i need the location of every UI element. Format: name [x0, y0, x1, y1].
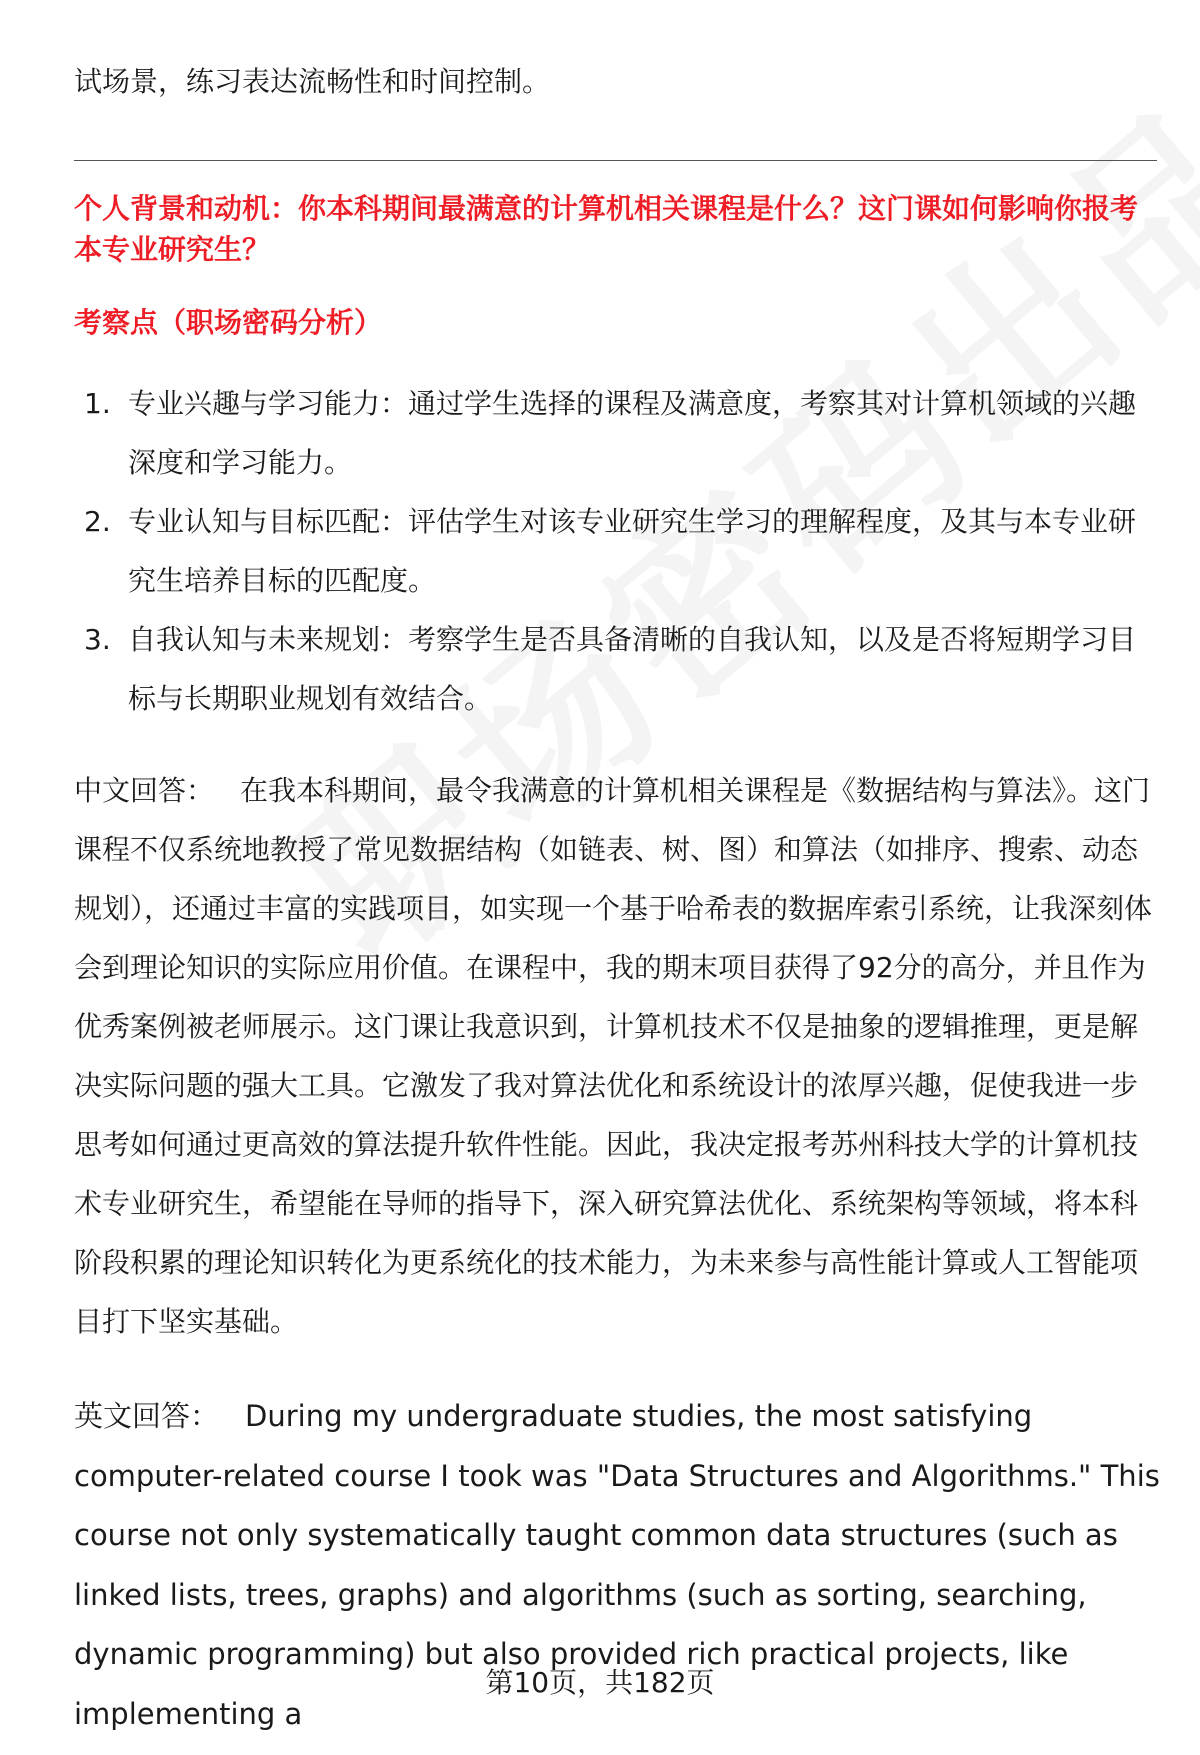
english-answer-label: 英文回答： [74, 1399, 220, 1433]
question-heading: 个人背景和动机：你本科期间最满意的计算机相关课程是什么？这门课如何影响你报考本专业研究生？ [74, 192, 1139, 266]
list-item [74, 374, 1160, 492]
section-divider [74, 160, 1157, 161]
chinese-answer [74, 761, 1160, 1351]
list-item-text: 专业兴趣与学习能力：通过学生选择的课程及满意度，考察其对计算机领域的兴趣深度和学习能力。 [128, 387, 1137, 479]
list-item-number: 2. [84, 505, 111, 538]
page-number-footer: 第10页，共182页 [485, 1666, 715, 1699]
assessment-points-list [74, 374, 1160, 728]
list-item [74, 492, 1160, 610]
chinese-answer-text: 在我本科期间，最令我满意的计算机相关课程是《数据结构与算法》。这门课程不仅系统地教授了常见数据结构（如链表、树、图）和算法（如排序、搜索、动态规划），还通过丰富的实践项目，如实现一个基于哈希表的数据库索引系统，让我深刻体会到理论知识的实际应用价值。在课程中，我的期末项目获得了92分的高分，并且作为优秀案例被老师展示。这门课让我意识到，计算机技术不仅是抽象的逻辑推理，更是解决实际问题的强大工具。它激发了我对算法优化和系统设计的浓厚兴趣，促使我进一步思考如何通过更高效的算法提升软件性能。因此，我决定报考苏州科技大学的计算机技术专业研究生，希望能在导师的指导下，深入研究算法优化、系统架构等领域，将本科阶段积累的理论知识转化为更系统化的技术能力，为未来参与高性能计算或人工智能项目打下坚实基础。 [74, 774, 1153, 1338]
list-item-text: 专业认知与目标匹配：评估学生对该专业研究生学习的理解程度，及其与本专业研究生培养目标的匹配度。 [128, 505, 1137, 597]
english-answer-text: During my undergraduate studies, the most satisfying computer-related course I took was "Data Structures and Algorithms." This course not only systematically taught common data structures (such as linked lists, trees, graphs) and algorithms (such as sorting, searching, dynamic programming) but also provided rich practical projects, like implementing a [74, 1399, 1160, 1731]
continuation-text: 试场景，练习表达流畅性和时间控制。 [74, 65, 551, 98]
list-item-text: 自我认知与未来规划：考察学生是否具备清晰的自我认知，以及是否将短期学习目标与长期职业规划有效结合。 [128, 623, 1137, 715]
assessment-points-heading: 考察点（职场密码分析） [74, 306, 383, 339]
chinese-answer-label: 中文回答： [74, 774, 215, 807]
list-item [74, 610, 1160, 728]
list-item-number: 1. [84, 387, 111, 420]
list-item-number: 3. [84, 623, 111, 656]
